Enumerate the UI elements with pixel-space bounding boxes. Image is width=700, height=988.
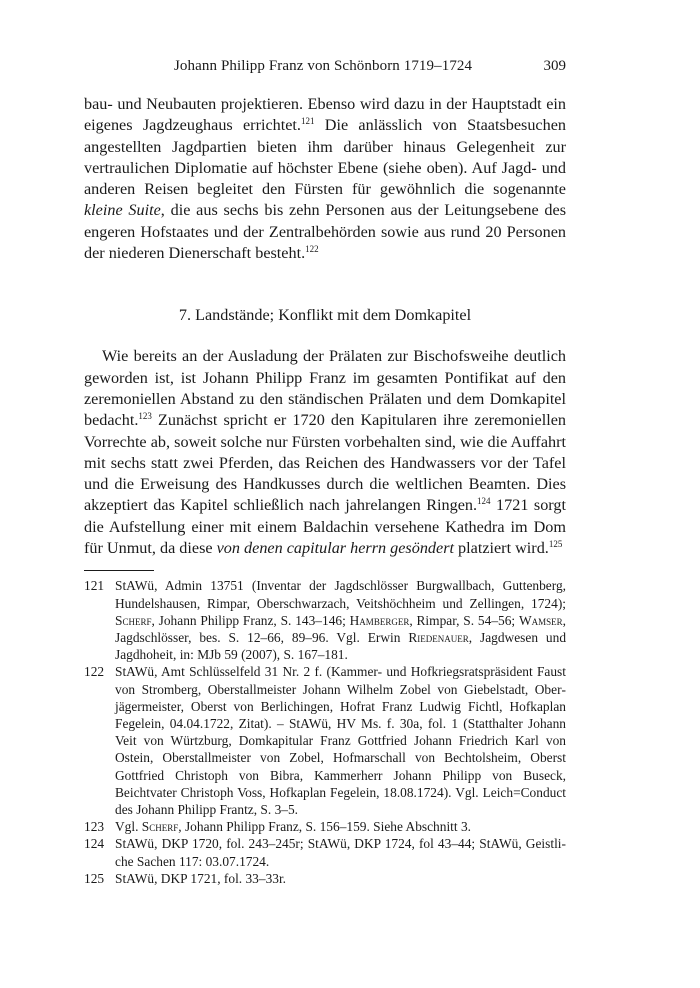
footnote-text: Vgl. Scherf, Johann Philipp Franz, S. 156–159. Siehe Abschnitt 3. xyxy=(115,819,471,835)
footnote-123 xyxy=(84,818,566,835)
running-head xyxy=(84,58,566,80)
footnote-ref-124[interactable]: 124 xyxy=(477,496,491,507)
footnote-number: 122 xyxy=(84,664,105,680)
paragraph-hunting: bau- und Neubauten projektieren. Ebenso wird dazu in der Hauptstadt ein eigenes Jagdzeughaus errichtet.$^{121}$ Die anlässlich von Staatsbesuchen angestellten Jagdpartien bieten ihm darüber hinaus Gelegenheit zur vertraulichen Diplomatie auf höchster Ebene (siehe oben). Auf Jagd- und anderen Reisen begleitet den Fürsten für gewöhnlich die sogenannte kleine Suite, die aus sechs bis zehn Personen aus der Leitungsebene des engeren Hofstaates und der Zentralbehörden sowie aus rund 20 Personen der niederen Dienerschaft besteht.$^{122}$ xyxy=(84,95,566,263)
footnote-text: StAWü, DKP 1721, fol. 33–33r. xyxy=(115,870,287,886)
footnote-121 xyxy=(84,577,566,663)
footnote-ref-125[interactable]: 125 xyxy=(548,539,563,550)
footnote-text: StAWü, Amt Schlüsselfeld 31 Nr. 2 f. (Kammer- und Hofkriegsratspräsident Faust von Stromberg, Oberstallmeister Johann Wilhelm Zobel von Giebelstadt, Oberjägermeister, Oberst von Berlichingen, Hofrat Franz Ludwig Fichtl, Hofkaplan Fegelein, 04.04.1722, Zitat). – StAWü, HV Ms. f. 30a, fol. 1 (Statthalter Johann Veit von Würtzburg, Domkapitular Franz Gottfried Johann Friedrich Karl von Ostein, Oberstallmeister von Zobel, Hofmarschall von Bechtolsheim, Oberst Gottfried Christoph von Bibra, Kammerherr Johann Philipp von Buseck, Beichtvater Christoph Voss, Hofkaplan Fegelein, 18.08.1724). Vgl. Leich=Conduct des Johann Philipp Frantz, S. 3–5. xyxy=(115,664,566,817)
footnote-text: StAWü, DKP 1720, fol. 243–245r; StAWü, DKP 1724, fol 43–44; StAWü, Geistliche Sachen 117: 03.07.1724. xyxy=(115,836,566,869)
footnote-divider xyxy=(84,570,154,571)
footnote-number: 121 xyxy=(84,578,105,594)
footnote-number: 123 xyxy=(84,819,105,835)
footnote-ref-122[interactable]: 122 xyxy=(305,244,319,255)
running-title: Johann Philipp Franz von Schönborn 1719–1724 xyxy=(174,58,473,74)
footnote-124 xyxy=(84,835,566,869)
footnotes xyxy=(84,577,566,887)
footnote-ref-121[interactable]: 121 xyxy=(300,116,315,127)
page-number: 309 xyxy=(543,58,566,74)
book-page xyxy=(84,58,566,887)
section-heading: 7. Landstände; Konflikt mit dem Domkapitel xyxy=(178,306,472,325)
footnote-125 xyxy=(84,870,566,887)
footnote-text: StAWü, Admin 13751 (Inventar der Jagdschlösser Burgwallbach, Guttenberg, Hundelshausen, Rimpar, Oberschwarzach, Veitshöchheim und Zellingen, 1724); Scherf, Johann Philipp Franz, S. 143–146; Hamberger, Rimpar, S. 54–56; Wamser, Jagdschlösser, bes. S. 12–66, 89–96. Vgl. Erwin Riedenauer, Jagdwesen und Jagdhoheit, in: MJb 59 (2007), S. 167–181. xyxy=(115,578,567,663)
paragraph-estates: Wie bereits an der Ausladung der Prälaten zur Bischofsweihe deutlich geworden ist, ist Johann Philipp Franz im gesamten Pontifikat auf den zeremoniellen Abstand zu den ständischen Prälaten und dem Domkapitel bedacht.$^{123}$ Zunächst spricht er 1720 den Kapitularen ihre zeremoniellen Vorrechte ab, soweit solche nur Fürsten vorbehalten sind, wie die Auffahrt mit sechs statt zwei Pferden, das Reichen des Handwassers vor der Tafel und die Erweisung des Handkusses durch die weltlichen Beamten. Dies akzeptiert das Kapitel schließlich nach jahrelangen Ringen.$^{124}$ 1721 sorgt die Aufstellung einer mit einem Baldachin versehene Kathedra im Dom für Unmut, da diese von denen capitular herrn gesöndert platziert wird.$^{125}$ xyxy=(84,347,566,558)
footnote-122 xyxy=(84,663,566,818)
footnote-number: 125 xyxy=(84,870,105,886)
footnote-number: 124 xyxy=(84,836,105,852)
body-text xyxy=(84,94,566,559)
footnote-ref-123[interactable]: 123 xyxy=(138,411,152,422)
